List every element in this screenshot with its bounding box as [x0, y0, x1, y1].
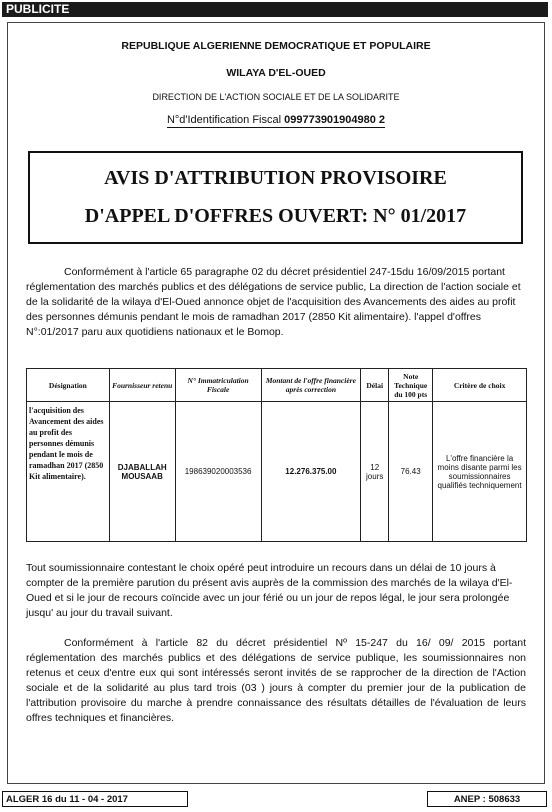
cell-designation: l'acquisition des Avancement des aides au profit des personnes démunis pendant le mois de ramadhan 2017 (2850 Kit alimentaire). [27, 402, 110, 542]
intro-text: Conformément à l'article 65 paragraphe 02 du décret présidentiel 247-15du 16/09/2015 portant réglementation des marchés publics et des délégations de service public, La direction de l'action sociale et de la solidarité de la wilaya d'El-Oued annonce objet de l'acquisition des Avancements des aides au profit des personnes démunis pendant le mois de ramadhan 2017 (2850 Kit alimentaire). l'appel d'offres N°:01/2017 paru aux quotidiens nationaux et le Bomop. [26, 266, 521, 338]
col-montant: Montant de l'offre financière après correction [261, 369, 361, 402]
republic-heading: REPUBLIQUE ALGERIENNE DEMOCRATIQUE ET POPULAIRE [121, 40, 431, 52]
anep-reference: ANEP : 508633 [427, 791, 547, 807]
title-box [28, 151, 523, 244]
notice-title: AVIS D'ATTRIBUTION PROVISOIRE [104, 167, 447, 189]
cell-montant: 12.276.375.00 [261, 402, 361, 542]
article82-paragraph [26, 636, 526, 726]
cell-note: 76.43 [389, 402, 433, 542]
publication-date: ALGER 16 du 11 - 04 - 2017 [2, 791, 188, 807]
article82-text: Conformément à l'article 82 du décret présidentiel Nº 15-247 du 16/ 09/ 2015 portant réglementation des marchés publics et des délégations de service publique, les soumissionnaires non retenus et ceux d'entre eux qui sont intéressés seront invités de se rapprocher de la direction de l'Action sociale et de la solidarité au plus tard trois (03 ) jours à compter du premier jour de la publication de l'attribution provisoire du marche à prendre connaissance des résultats détailles de l'évaluation de leurs offres techniques et financières. [26, 637, 526, 724]
col-fournisseur: Fournisseur retenu [109, 369, 175, 402]
cell-fournisseur: DJABALLAH MOUSAAB [109, 402, 175, 542]
col-delai: Délai [361, 369, 389, 402]
col-immatriculation: N° Immatriculation Fiscale [175, 369, 261, 402]
col-designation: Désignation [27, 369, 110, 402]
intro-paragraph [26, 265, 526, 340]
recours-paragraph: Tout soumissionnaire contestant le choix opéré peut introduire un recours dans un délai de 10 jours à compter de la première parution du présent avis auprès de la commission des marchés de la wilaya d'El-Oued et si le jour de recours coïncide avec un jour férié ou un jour de repos légal, le jour sera prolongée jusqu' au jour du travail suivant. [26, 562, 513, 619]
notice-subtitle: D'APPEL D'OFFRES OUVERT: N° 01/2017 [84, 205, 467, 227]
attribution-table [26, 368, 527, 542]
cell-delai: 12 jours [361, 402, 389, 542]
col-note: Note Technique du 100 pts [389, 369, 433, 402]
fiscal-label: N°d'Identification Fiscal [166, 114, 282, 126]
col-critere: Critère de choix [433, 369, 527, 402]
table-header-row [27, 369, 527, 402]
wilaya-heading: WILAYA D'EL-OUED [226, 67, 326, 79]
table-row [27, 402, 527, 542]
cell-critere: L'offre financière la moins disante parmi les soumissionnaires qualifiés techniquement [433, 402, 527, 542]
cell-immatriculation: 198639020003536 [175, 402, 261, 542]
publicite-banner: PUBLICITE [2, 2, 548, 17]
fiscal-id [0, 114, 552, 128]
direction-heading: DIRECTION DE L'ACTION SOCIALE ET DE LA SOLIDARITE [152, 92, 400, 102]
fiscal-number: 099773901904980 2 [284, 114, 386, 126]
